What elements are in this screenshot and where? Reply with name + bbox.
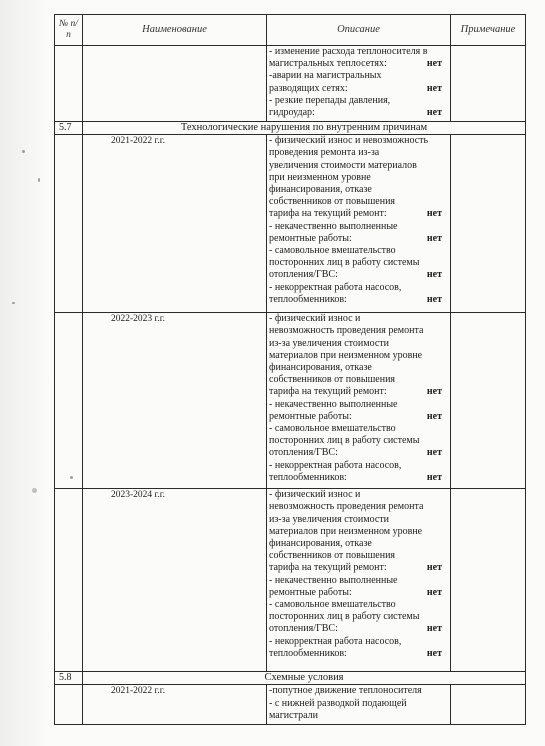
section-number: 5.7 — [55, 122, 83, 135]
line-value: нет — [426, 208, 442, 220]
line-value: нет — [426, 647, 442, 659]
description-line — [269, 411, 448, 423]
line-text: -аварии на магистральных — [269, 70, 382, 82]
line-text: теплообменников: — [269, 647, 347, 659]
line-text: тарифа на текущий ремонт: — [269, 386, 387, 398]
description-line — [269, 172, 448, 184]
line-text: - физический износ и — [269, 313, 361, 325]
description-line — [269, 447, 448, 459]
scan-speck — [12, 302, 15, 304]
description-line — [269, 294, 448, 306]
line-text: финансирования, отказе — [269, 362, 372, 374]
line-text: - некорректная работа насосов, — [269, 459, 402, 471]
scan-shadow — [0, 0, 50, 746]
description-line — [269, 526, 448, 538]
line-text: из-за увеличения стоимости — [269, 337, 389, 349]
line-text: ремонтные работы: — [269, 410, 352, 422]
description-cell — [267, 313, 451, 489]
description-line — [269, 575, 448, 587]
line-text: - самовольное вмешательство — [269, 423, 396, 435]
line-text: теплообменников: — [269, 293, 347, 305]
section-row — [55, 122, 526, 135]
description-line — [269, 386, 448, 398]
header-name: Наименование — [83, 15, 267, 46]
line-text: магистрали — [269, 709, 318, 721]
description-line — [269, 46, 448, 58]
description-line — [269, 58, 448, 70]
description-line — [269, 233, 448, 245]
description-line — [269, 698, 448, 710]
description-cell — [267, 489, 451, 672]
description-line — [269, 636, 448, 648]
line-value: нет — [426, 107, 442, 119]
period-label: 2021-2022 г.г. — [83, 685, 267, 725]
description-line — [269, 489, 448, 501]
line-value: нет — [426, 562, 442, 574]
line-value: нет — [426, 232, 442, 244]
description-line — [269, 423, 448, 435]
line-value: нет — [426, 623, 442, 635]
description-line — [269, 435, 448, 447]
description-line — [269, 208, 448, 220]
line-text: разводящих сетях: — [269, 82, 348, 94]
description-cell — [267, 135, 451, 313]
description-line — [269, 245, 448, 257]
line-text: -попутное движение теплоносителя — [269, 685, 422, 697]
period-label: 2022-2023 г.г. — [83, 313, 267, 489]
scan-speck — [32, 488, 37, 493]
description-line — [269, 399, 448, 411]
description-line — [269, 514, 448, 526]
description-line — [269, 501, 448, 513]
line-value: нет — [426, 471, 442, 483]
line-text: магистральных теплосетях: — [269, 58, 387, 70]
description-line — [269, 95, 448, 107]
description-line — [269, 460, 448, 472]
description-line — [269, 282, 448, 294]
line-text: собственников от повышения — [269, 374, 396, 386]
line-text: из-за увеличения стоимости — [269, 513, 389, 525]
period-label: 2021-2022 г.г. — [83, 135, 267, 313]
section-title: Технологические нарушения по внутренним причинам — [83, 122, 526, 135]
description-line — [269, 472, 448, 484]
section-row — [55, 672, 526, 685]
line-text: материалов при неизменном уровне — [269, 525, 423, 537]
line-text: посторонних лиц в работу системы — [269, 257, 420, 269]
description-line — [269, 257, 448, 269]
line-text: гидроудар: — [269, 107, 315, 119]
header-row — [55, 15, 526, 46]
description-line — [269, 538, 448, 550]
line-text: - некачественно выполненные — [269, 574, 398, 586]
description-line — [269, 550, 448, 562]
line-text: финансирования, отказе — [269, 538, 372, 550]
scan-speck — [22, 150, 25, 153]
header-description: Описание — [267, 15, 451, 46]
description-line — [269, 135, 448, 147]
description-line — [269, 325, 448, 337]
description-cell — [267, 46, 451, 122]
line-text: отопления/ГВС: — [269, 623, 338, 635]
description-line — [269, 623, 448, 635]
description-line — [269, 611, 448, 623]
line-text: - изменение расхода теплоносителя в — [269, 46, 428, 57]
scan-speck — [38, 178, 40, 182]
description-line — [269, 599, 448, 611]
description-line — [269, 184, 448, 196]
description-line — [269, 374, 448, 386]
line-text: собственников от повышения — [269, 196, 396, 208]
description-line — [269, 196, 448, 208]
description-line — [269, 350, 448, 362]
description-line — [269, 83, 448, 95]
header-note: Примечание — [451, 15, 526, 46]
line-value: нет — [426, 447, 442, 459]
line-text: проведения ремонта из-за — [269, 147, 380, 159]
description-line — [269, 587, 448, 599]
line-text: посторонних лиц в работу системы — [269, 611, 420, 623]
line-value: нет — [426, 269, 442, 281]
line-text: материалов при неизменном уровне — [269, 349, 423, 361]
line-text: - самовольное вмешательство — [269, 599, 396, 611]
description-line — [269, 648, 448, 660]
line-text: увеличения стоимости материалов — [269, 159, 417, 171]
line-text: - с нижней разводкой подающей — [269, 697, 407, 709]
line-text: отопления/ГВС: — [269, 269, 338, 281]
description-line — [269, 160, 448, 172]
description-line — [269, 685, 448, 697]
table-row — [55, 489, 526, 672]
line-text: - некорректная работа насосов, — [269, 635, 402, 647]
line-text: тарифа на текущий ремонт: — [269, 562, 387, 574]
line-text: отопления/ГВС: — [269, 447, 338, 459]
line-text: посторонних лиц в работу системы — [269, 435, 420, 447]
table-row — [55, 46, 526, 122]
description-line — [269, 221, 448, 233]
description-line — [269, 562, 448, 574]
line-text: теплообменников: — [269, 471, 347, 483]
period-label: 2023-2024 г.г. — [83, 489, 267, 672]
line-text: ремонтные работы: — [269, 232, 352, 244]
description-line — [269, 70, 448, 82]
section-title: Схемные условия — [83, 672, 526, 685]
description-line — [269, 362, 448, 374]
line-text: - резкие перепады давления, — [269, 94, 391, 106]
line-text: - физический износ и невозможность — [269, 135, 429, 147]
table-row — [55, 685, 526, 725]
line-value: нет — [426, 58, 442, 70]
document-table — [54, 14, 526, 725]
line-value: нет — [426, 293, 442, 305]
line-text: собственников от повышения — [269, 550, 396, 562]
line-value: нет — [426, 586, 442, 598]
line-text: ремонтные работы: — [269, 586, 352, 598]
line-text: - некачественно выполненные — [269, 220, 398, 232]
line-text: невозможность проведения ремонта — [269, 325, 424, 337]
line-value: нет — [426, 410, 442, 422]
line-value: нет — [426, 386, 442, 398]
line-text: финансирования, отказе — [269, 184, 372, 196]
description-cell — [267, 685, 451, 725]
section-number: 5.8 — [55, 672, 83, 685]
table-row — [55, 313, 526, 489]
description-line — [269, 269, 448, 281]
line-text: - физический износ и — [269, 489, 361, 501]
line-text: - некачественно выполненные — [269, 398, 398, 410]
line-text: при неизменном уровне — [269, 171, 371, 183]
description-line — [269, 338, 448, 350]
line-value: нет — [426, 82, 442, 94]
description-line — [269, 107, 448, 119]
description-line — [269, 710, 448, 722]
description-line — [269, 313, 448, 325]
table-row — [55, 135, 526, 313]
description-line — [269, 147, 448, 159]
line-text: - некорректная работа насосов, — [269, 281, 402, 293]
line-text: - самовольное вмешательство — [269, 245, 396, 257]
line-text: тарифа на текущий ремонт: — [269, 208, 387, 220]
header-num: № п/п — [55, 15, 83, 46]
line-text: невозможность проведения ремонта — [269, 501, 424, 513]
